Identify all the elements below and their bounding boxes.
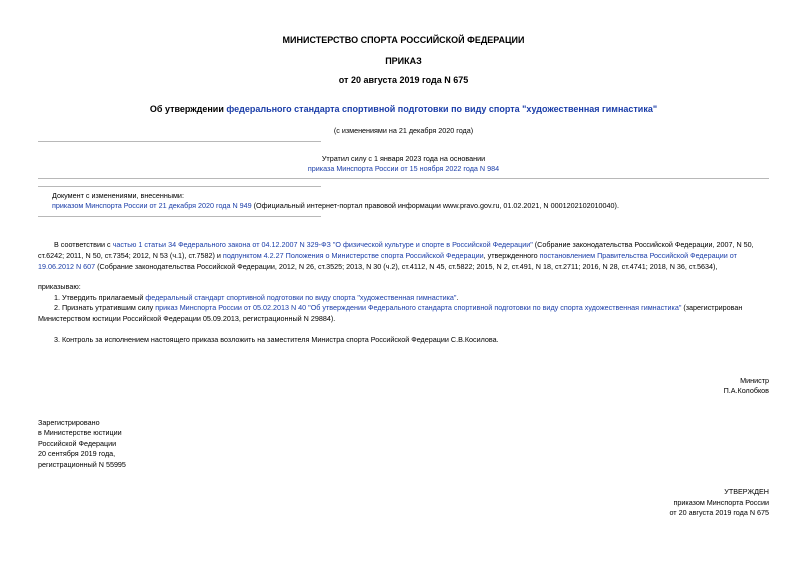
registration-line: в Министерстве юстиции xyxy=(38,428,122,438)
doc-type-heading: ПРИКАЗ xyxy=(385,56,422,66)
item-text: (зарегистрирован xyxy=(681,303,743,312)
preamble-text: , утвержденного xyxy=(483,251,540,261)
preamble-paragraph xyxy=(38,239,769,273)
law-article-link[interactable]: частью 1 статьи 34 Федерального закона от 04.12.2007 N 329-ФЗ "О физической культуре и спорте в Российской Федерации" xyxy=(112,240,533,249)
signature-name: П.А.Колобков xyxy=(723,386,769,395)
registration-line: 20 сентября 2019 года, xyxy=(38,449,116,459)
approved-block xyxy=(669,487,769,519)
date-number-heading: от 20 августа 2019 года N 675 xyxy=(338,75,469,85)
changes-source xyxy=(52,201,619,210)
approved-line: приказом Минспорта России xyxy=(673,497,769,507)
regulation-link[interactable]: подпунктом 4.2.27 Положения о Министерстве спорта Российской Федерации xyxy=(222,251,484,261)
title-standard-link[interactable]: федерального стандарта спортивной подготовки по виду спорта "художественная гимнастика" xyxy=(226,104,658,114)
expiry-order-link[interactable]: приказа Минспорта России от 15 ноября 2022 года N 984 xyxy=(307,164,500,173)
preamble-text: ст.6242; 2011, N 50, ст.7354; 2012, N 53 (ч.1), ст.7582) и xyxy=(38,251,223,261)
government-resolution-date-link[interactable]: 19.06.2012 N 607 xyxy=(38,262,96,272)
divider xyxy=(38,178,769,179)
amendment-note: (с изменениями на 21 декабря 2020 года) xyxy=(333,126,474,135)
item-text: Министерством юстиции Российской Федерации 05.09.2013, регистрационный N 29884). xyxy=(38,314,336,324)
standard-link[interactable]: федеральный стандарт спортивной подготовки по виду спорта "художественная гимнастика" xyxy=(145,293,457,302)
order-item-2 xyxy=(38,302,769,324)
divider xyxy=(38,186,321,187)
changes-publication: (Официальный интернет-портал правовой информации www.pravo.gov.ru, 01.02.2021, N 0001202102010040). xyxy=(251,201,619,210)
registration-line: Российской Федерации xyxy=(38,438,117,448)
preamble-text: (Собрание законодательства Российской Федерации, 2007, N 50, xyxy=(532,240,754,249)
title-prefix: Об утверждении xyxy=(149,104,227,114)
divider xyxy=(38,141,321,142)
order-item-3: 3. Контроль за исполнением настоящего приказа возложить на заместителя Министра спорта Российской Федерации С.В.Косилова. xyxy=(54,335,499,344)
signature-position: Министр xyxy=(740,376,769,385)
repealed-order-link[interactable]: приказ Минспорта России от 05.02.2013 N 40 "Об утверждении Федерального стандарта спортивной подготовки по виду спорта художественная гимнастика" xyxy=(155,303,682,312)
order-word: приказываю: xyxy=(38,282,81,291)
approved-line: от 20 августа 2019 года N 675 xyxy=(669,508,769,518)
expiry-note: Утратил силу с 1 января 2023 года на основании xyxy=(321,154,486,163)
registration-block xyxy=(38,418,126,470)
approved-line: УТВЕРЖДЕН xyxy=(724,487,769,496)
registration-line: Зарегистрировано xyxy=(38,418,100,427)
changes-label: Документ с изменениями, внесенными: xyxy=(52,191,184,200)
preamble-text: В соответствии с xyxy=(54,240,113,249)
document-title xyxy=(0,104,807,114)
item-text: 2. Признать утратившим силу xyxy=(54,303,156,312)
item-text: . xyxy=(456,293,459,302)
government-resolution-link[interactable]: постановлением Правительства Российской Федерации от xyxy=(539,251,737,261)
preamble-text: (Собрание законодательства Российской Федерации, 2012, N 26, ст.3525; 2013, N 30 (ч.2), ст.4112, N 45, ст.5822; 2015, N 2, ст.491, N 18, ст.2711; 2016, N 28, ст.4741; 2018, N 36, ст.5634), xyxy=(95,262,718,272)
order-item-1 xyxy=(54,293,459,302)
ministry-heading: МИНИСТЕРСТВО СПОРТА РОССИЙСКОЙ ФЕДЕРАЦИИ xyxy=(282,35,525,45)
changes-order-link[interactable]: приказом Минспорта России от 21 декабря 2020 года N 949 xyxy=(52,201,252,210)
registration-line: регистрационный N 55995 xyxy=(38,459,126,469)
item-text: 1. Утвердить прилагаемый xyxy=(54,293,146,302)
divider xyxy=(38,216,321,217)
